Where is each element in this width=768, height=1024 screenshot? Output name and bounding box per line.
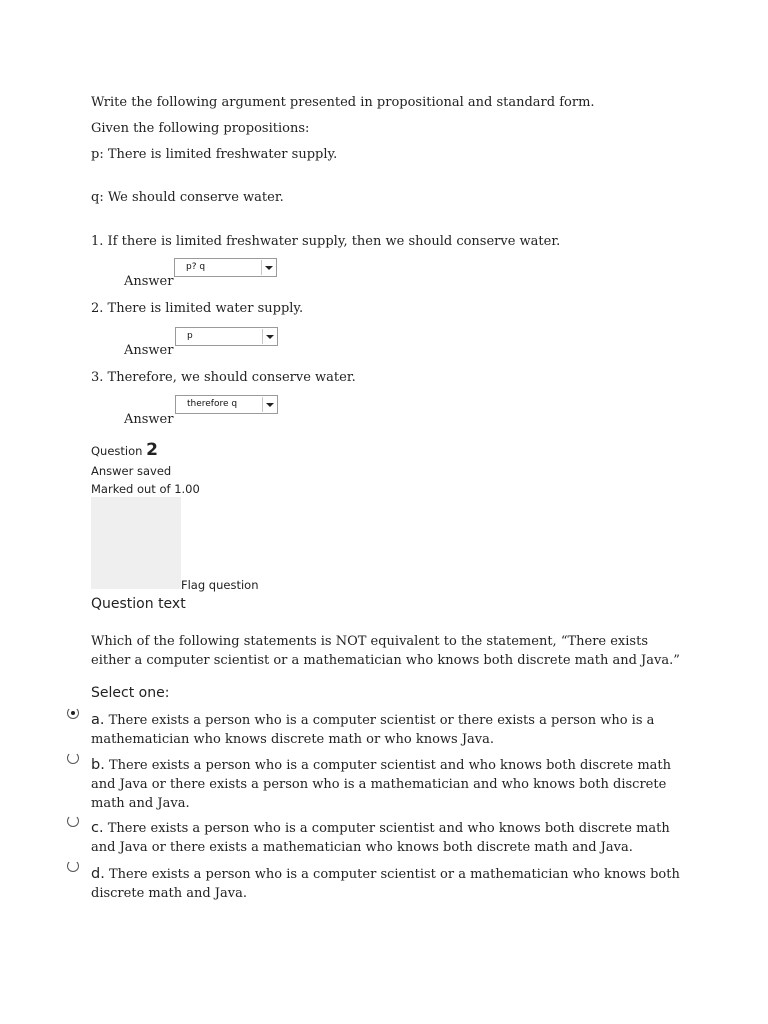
radio-option-b[interactable] [67,752,79,764]
flag-icon[interactable] [91,497,181,589]
answer-select-2-value: p [187,331,193,341]
radio-option-a[interactable] [67,707,79,719]
statement-2: 2. There is limited water supply. [91,301,304,316]
option-a[interactable] [91,711,681,749]
answer-select-1-value: p? q [186,262,206,272]
question-label: Question [91,444,143,458]
option-d-text: There exists a person who is a computer scientist or a mathematician who knows both discrete math and Java. [91,867,680,901]
question-number [91,440,158,460]
option-c-letter: c. [91,820,104,836]
option-d-letter: d. [91,866,105,882]
proposition-q: q: We should conserve water. [91,190,284,205]
option-b-letter: b. [91,757,105,773]
question-text: Which of the following statements is NOT equivalent to the statement, “There exists either a computer scientist or a mathematician who knows both discrete math and Java.” [91,634,680,668]
question1-intro: Write the following argument presented in propositional and standard form. [91,95,595,110]
option-c-text: There exists a person who is a computer scientist and who knows both discrete math and Java or there exists a mathematician who knows both discrete math and Java. [91,821,670,855]
question-text-heading: Question text [91,596,186,612]
proposition-p: p: There is limited freshwater supply. [91,147,338,162]
question1-given: Given the following propositions: [91,121,310,136]
chevron-down-icon[interactable] [262,397,276,412]
answer-label-3: Answer [124,412,174,427]
option-c[interactable] [91,819,681,857]
answer-label-2: Answer [124,343,174,358]
chevron-down-icon[interactable] [262,329,276,344]
option-a-letter: a. [91,712,105,728]
answer-select-2[interactable] [175,327,278,346]
answer-status: Answer saved [91,464,172,478]
option-a-text: There exists a person who is a computer scientist or there exists a person who is a mathematician who knows discrete math or who knows Java. [91,713,655,747]
answer-select-3-value: therefore q [187,399,238,409]
flag-question-link[interactable]: Flag question [181,578,259,592]
option-b-text: There exists a person who is a computer scientist and who knows both discrete math and Java or there exists a person who is a mathematician and who knows both discrete math and Java. [91,758,672,811]
statement-1: 1. If there is limited freshwater supply, then we should conserve water. [91,234,561,249]
radio-option-d[interactable] [67,860,79,872]
answer-select-1[interactable] [174,258,277,277]
chevron-down-icon[interactable] [261,260,275,275]
option-d[interactable] [91,865,681,903]
answer-label-1: Answer [124,274,174,289]
question-number-value: 2 [146,440,158,460]
marks: Marked out of 1.00 [91,482,200,496]
statement-3: 3. Therefore, we should conserve water. [91,370,356,385]
option-b[interactable] [91,756,681,813]
radio-option-c[interactable] [67,815,79,827]
select-one-prompt: Select one: [91,685,170,701]
answer-select-3[interactable] [175,395,278,414]
